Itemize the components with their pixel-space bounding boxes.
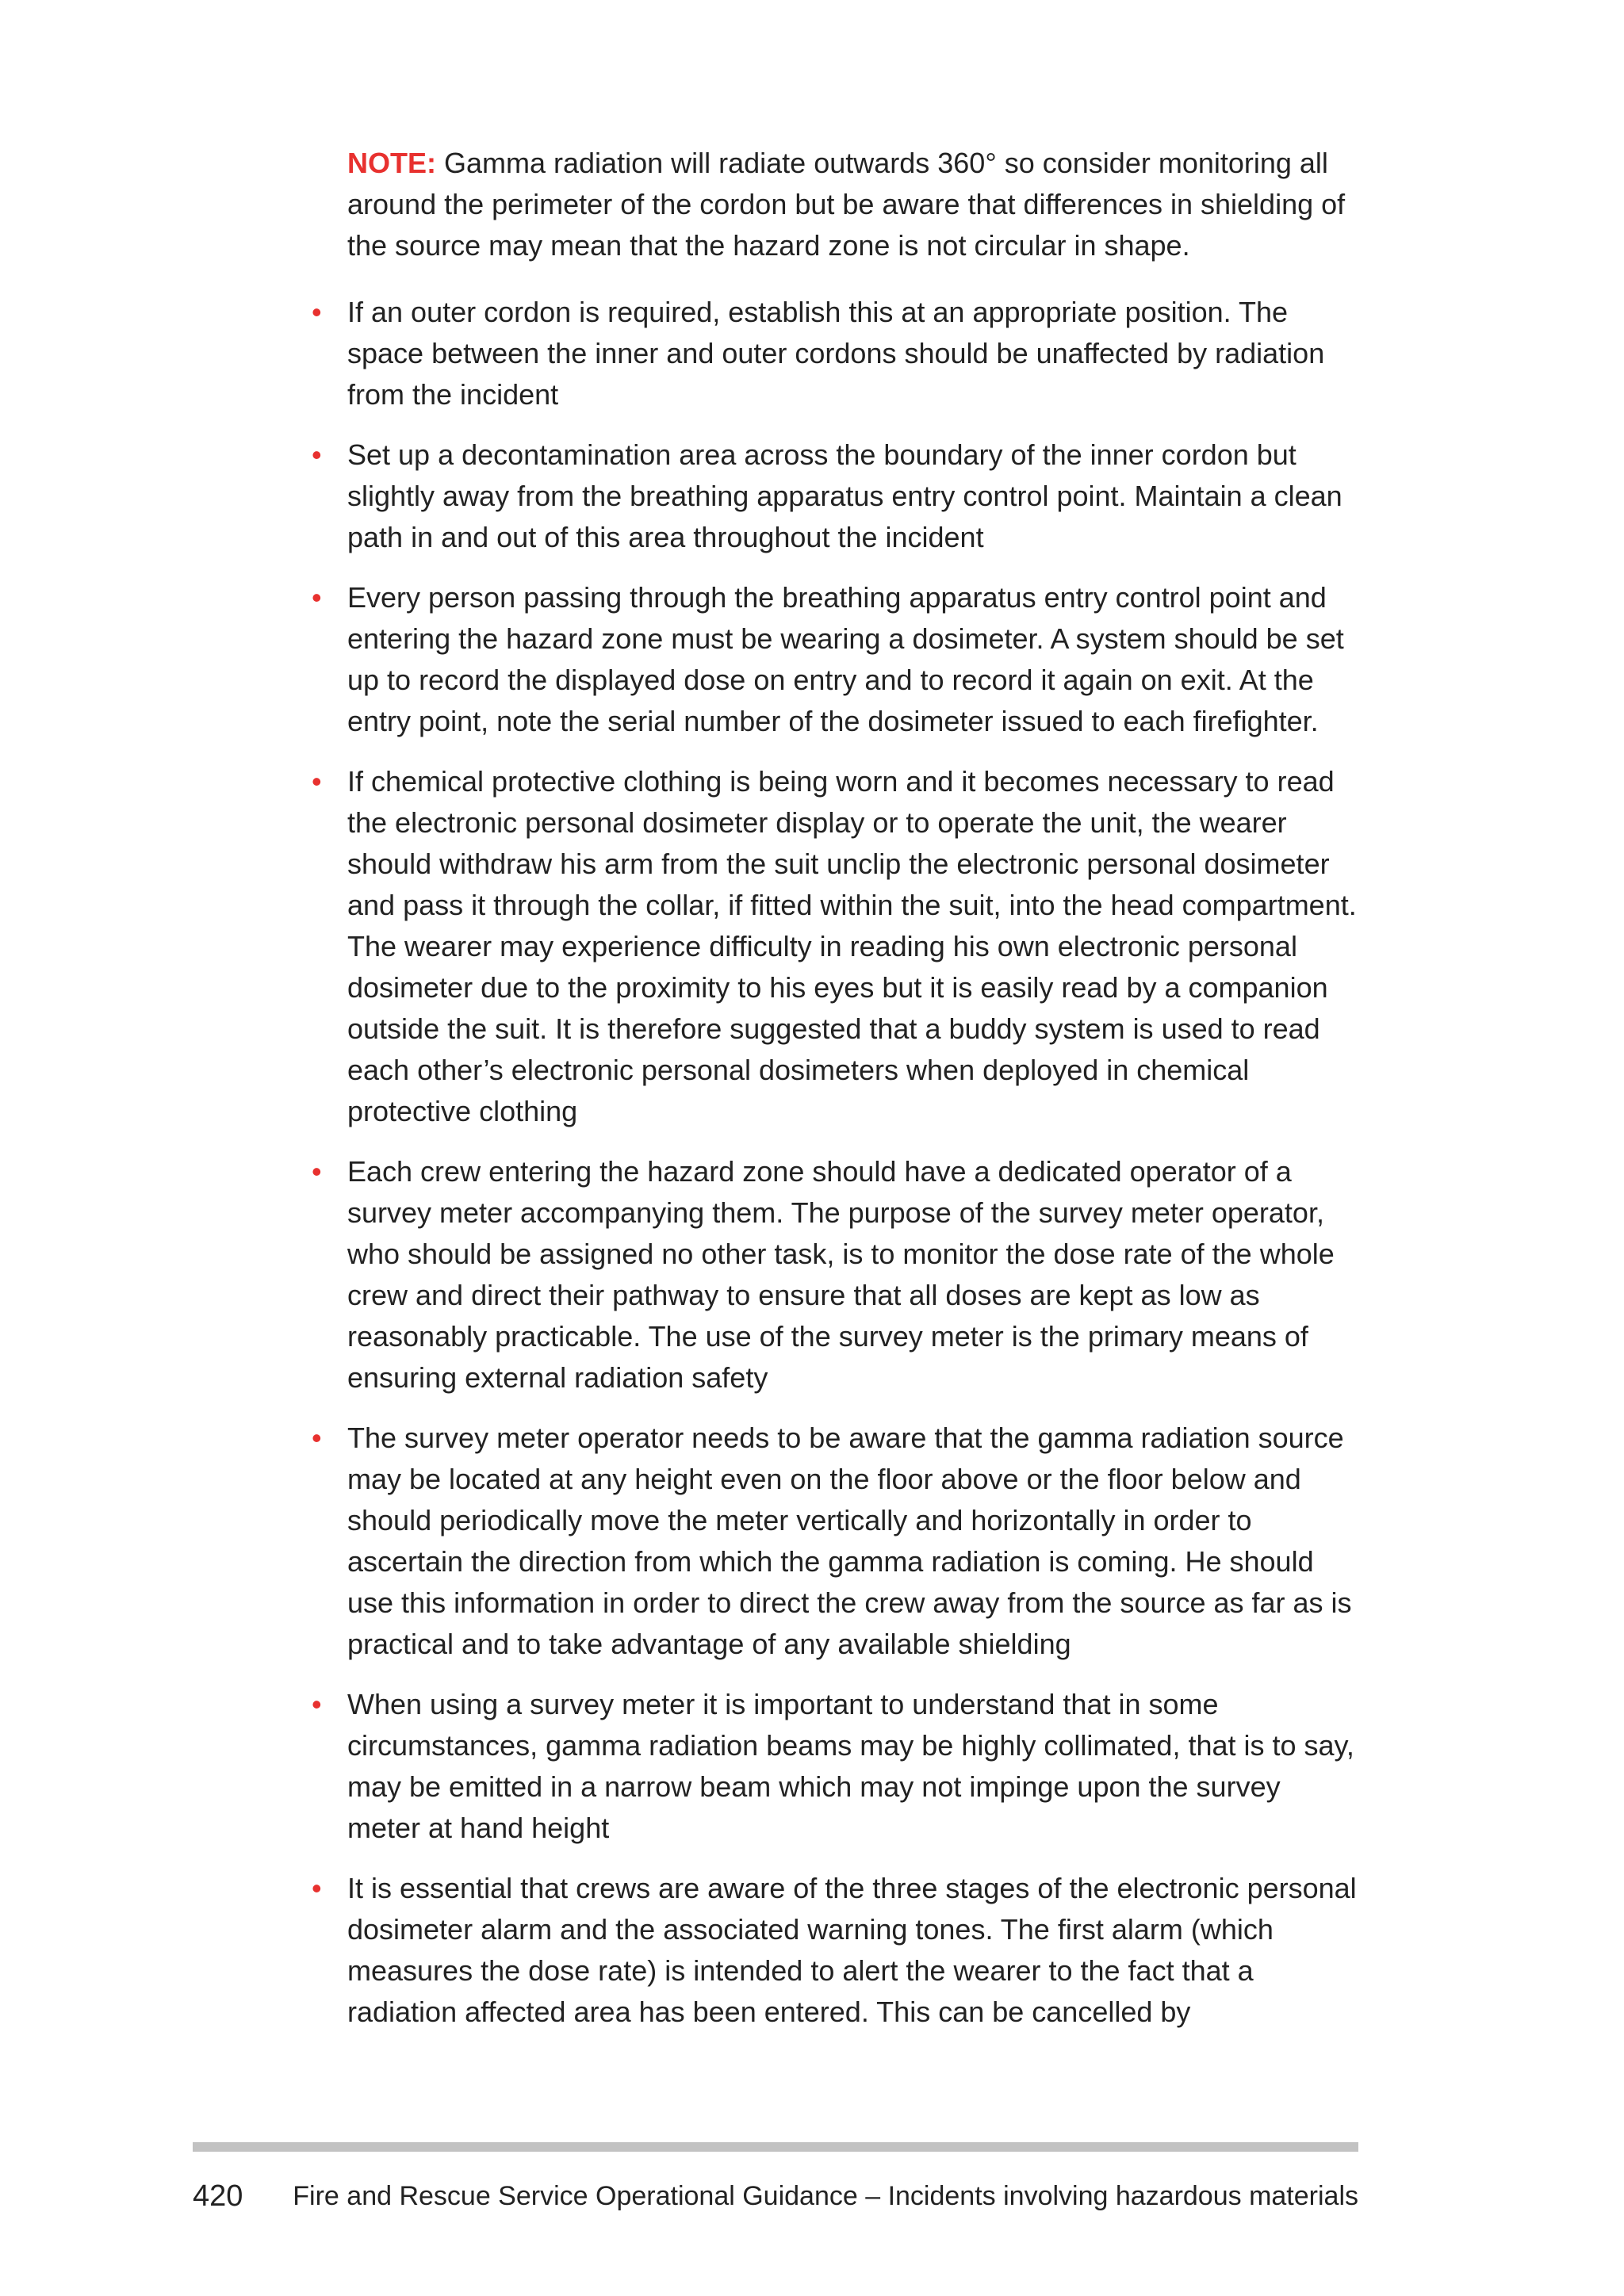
note-paragraph — [347, 143, 1358, 266]
bullet-icon: • — [312, 1155, 322, 1188]
bullet-icon: • — [312, 581, 322, 614]
bullet-icon: • — [312, 1872, 322, 1904]
list-item-text: If an outer cordon is required, establish this at an appropriate position. The space between the inner and outer cordons should be unaffected by radiation from the incident — [347, 296, 1325, 411]
list-item-text: Each crew entering the hazard zone should have a dedicated operator of a survey meter accompanying them. The purpose of the survey meter operator, who should be assigned no other task, is to monitor the dose rate of the whole crew and direct their pathway to ensure that all doses are kept as low as reasonably practicable. The use of the survey meter is the primary means of ensuring external radiation safety — [347, 1155, 1335, 1394]
page-footer — [193, 2176, 1358, 2216]
bullet-icon: • — [312, 1688, 322, 1720]
list-item — [312, 1418, 1358, 1665]
list-item-text: It is essential that crews are aware of the three stages of the electronic personal dosimeter alarm and the associated warning tones. The first alarm (which measures the dose rate) is intended to alert the wearer to the fact that a radiation affected area has been entered. This can be cancelled by — [347, 1872, 1357, 2028]
list-item-text: When using a survey meter it is important to understand that in some circumstances, gamma radiation beams may be highly collimated, that is to say, may be emitted in a narrow beam which may not impinge upon the survey meter at hand height — [347, 1688, 1354, 1844]
note-text: Gamma radiation will radiate outwards 360° so consider monitoring all around the perimeter of the cordon but be aware that differences in shielding of the source may mean that the hazard zone is not circular in shape. — [347, 147, 1346, 262]
list-item-text: Every person passing through the breathing apparatus entry control point and entering the hazard zone must be wearing a dosimeter. A system should be set up to record the displayed dose on entry and to record it again on exit. At the entry point, note the serial number of the dosimeter issued to each firefighter. — [347, 581, 1344, 737]
page-content — [312, 143, 1358, 2052]
list-item — [312, 577, 1358, 742]
bullet-icon: • — [312, 438, 322, 471]
bullet-icon: • — [312, 1422, 322, 1454]
list-item — [312, 292, 1358, 415]
list-item — [312, 1868, 1358, 2033]
bullet-icon: • — [312, 765, 322, 798]
list-item — [312, 434, 1358, 558]
page-number: 420 — [193, 2179, 243, 2213]
footer-title: Fire and Rescue Service Operational Guidance – Incidents involving hazardous materials — [293, 2181, 1358, 2211]
list-item — [312, 1151, 1358, 1399]
list-item-text: If chemical protective clothing is being worn and it becomes necessary to read the electronic personal dosimeter display or to operate the unit, the wearer should withdraw his arm from the suit unclip the electronic personal dosimeter and pass it through the collar, if fitted within the suit, into the head compartment. The wearer may experience difficulty in reading his own electronic personal dosimeter due to the proximity to his eyes but it is easily read by a companion outside the suit. It is therefore suggested that a buddy system is used to read each other’s electronic personal dosimeters when deployed in chemical protective clothing — [347, 765, 1357, 1127]
list-item — [312, 1684, 1358, 1849]
bullet-list — [312, 292, 1358, 2033]
list-item-text: Set up a decontamination area across the boundary of the inner cordon but slightly away from the breathing apparatus entry control point. Maintain a clean path in and out of this area throughout the incident — [347, 438, 1342, 553]
note-label: NOTE: — [347, 147, 436, 179]
bullet-icon: • — [312, 296, 322, 328]
list-item-text: The survey meter operator needs to be aware that the gamma radiation source may be located at any height even on the floor above or the floor below and should periodically move the meter vertically and horizontally in order to ascertain the direction from which the gamma radiation is coming. He should use this information in order to direct the crew away from the source as far as is practical and to take advantage of any available shielding — [347, 1422, 1352, 1660]
list-item — [312, 761, 1358, 1132]
footer-divider — [193, 2142, 1358, 2152]
